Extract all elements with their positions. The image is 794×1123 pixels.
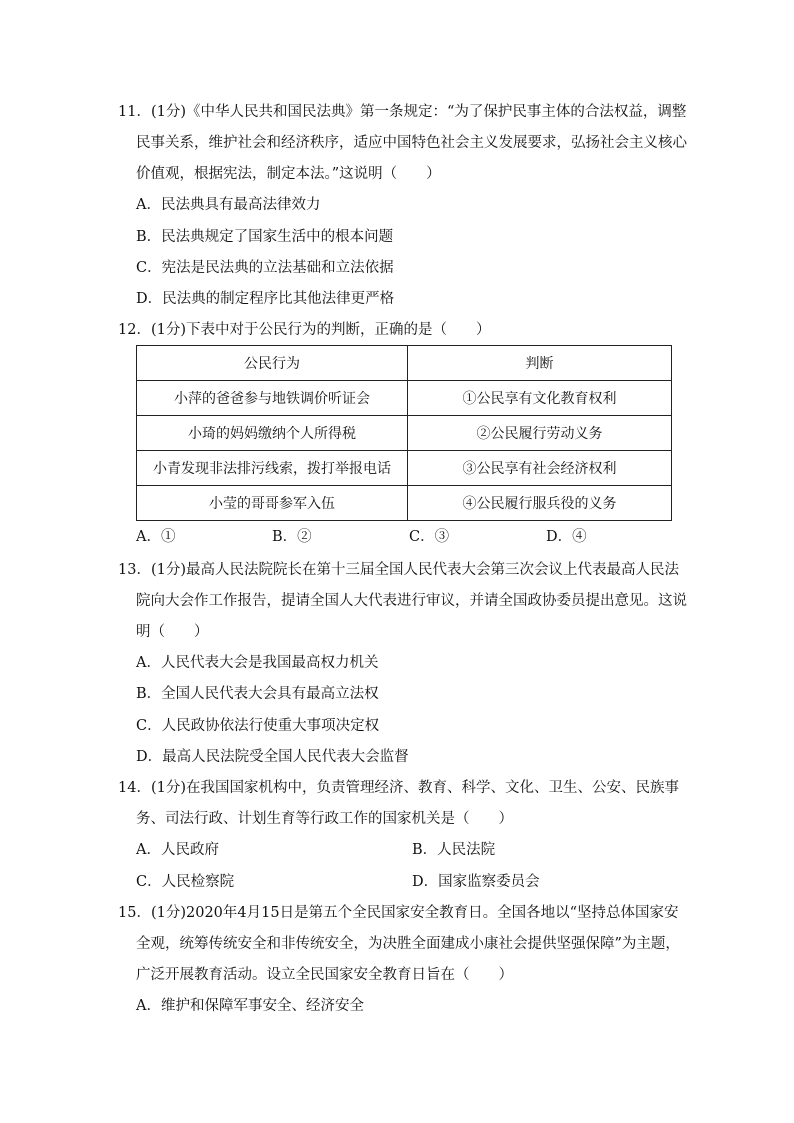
q11-stem-line-3: 价值观，根据宪法，制定本法。”这说明（ ） [136, 166, 441, 182]
q11-option-a: A．民法典具有最高法律效力 [136, 197, 321, 213]
table-cell-behavior: 小琦的妈妈缴纳个人所得税 [137, 416, 408, 451]
table-cell-judgment: ②公民履行劳动义务 [408, 416, 672, 451]
q13-option-a: A．人民代表大会是我国最高权力机关 [136, 655, 379, 671]
q14-option-c: C．人民检察院 [136, 874, 235, 890]
q12-option-c: C．③ [409, 529, 450, 545]
table-row [137, 416, 672, 451]
table-cell-behavior: 小萍的爸爸参与地铁调价听证会 [137, 381, 408, 416]
table-header-behavior: 公民行为 [137, 346, 408, 381]
q15-option-a: A．维护和保障军事安全、经济安全 [136, 998, 364, 1014]
q13-stem-line-2: 院向大会作工作报告，提请全国人大代表进行审议，并请全国政协委员提出意见。这说 [136, 593, 687, 609]
q11-stem-line-1: 11．(1分)《中华人民共和国民法典》第一条规定：“为了保护民事主体的合法权益，调整 [118, 104, 687, 120]
q13-option-d: D．最高人民法院受全国人民代表大会监督 [136, 749, 409, 765]
q14-stem-line-1: 14．(1分)在我国国家机构中，负责管理经济、教育、科学、文化、卫生、公安、民族事 [118, 780, 679, 796]
q12-stem: 12．(1分)下表中对于公民行为的判断，正确的是（ ） [118, 322, 491, 338]
q14-option-d: D．国家监察委员会 [412, 874, 540, 890]
table-cell-judgment: ④公民履行服兵役的义务 [408, 486, 672, 521]
q12-table [136, 345, 672, 521]
q13-option-b: B．全国人民代表大会具有最高立法权 [136, 686, 379, 702]
q12-option-b: B．② [272, 529, 312, 545]
table-cell-behavior: 小青发现非法排污线索，拨打举报电话 [137, 451, 408, 486]
q13-stem-line-1: 13．(1分)最高人民法院院长在第十三届全国人民代表大会第三次会议上代表最高人民法 [118, 562, 679, 578]
q14-option-b: B．人民法院 [412, 842, 496, 858]
table-header-row [137, 346, 672, 381]
q15-stem-line-1: 15．(1分)2020年4月15日是第五个全民国家安全教育日。全国各地以“坚持总体国家安 [118, 905, 679, 921]
q14-stem-line-2: 务、司法行政、计划生育等行政工作的国家机关是（ ） [136, 811, 513, 827]
q13-stem-line-3: 明（ ） [136, 624, 209, 640]
table-cell-judgment: ①公民享有文化教育权利 [408, 381, 672, 416]
table-row [137, 451, 672, 486]
table-row [137, 486, 672, 521]
q13-option-c: C．人民政协依法行使重大事项决定权 [136, 718, 380, 734]
q15-stem-line-3: 广泛开展教育活动。设立全民国家安全教育日旨在（ ） [136, 967, 513, 983]
q12-option-a: A．① [136, 529, 176, 545]
q11-option-c: C．宪法是民法典的立法基础和立法依据 [136, 260, 394, 276]
q11-option-d: D．民法典的制定程序比其他法律更严格 [136, 291, 395, 307]
table-row [137, 381, 672, 416]
q14-option-a: A．人民政府 [136, 842, 219, 858]
q15-stem-line-2: 全观，统筹传统安全和非传统安全，为决胜全面建成小康社会提供坚强保障”为主题， [136, 936, 680, 952]
q11-option-b: B．民法典规定了国家生活中的根本问题 [136, 229, 394, 245]
q11-stem-line-2: 民事关系，维护社会和经济秩序，适应中国特色社会主义发展要求，弘扬社会主义核心 [136, 135, 687, 151]
table-header-judgment: 判断 [408, 346, 672, 381]
q12-option-d: D．④ [546, 529, 587, 545]
table-cell-behavior: 小莹的哥哥参军入伍 [137, 486, 408, 521]
table-cell-judgment: ③公民享有社会经济权利 [408, 451, 672, 486]
